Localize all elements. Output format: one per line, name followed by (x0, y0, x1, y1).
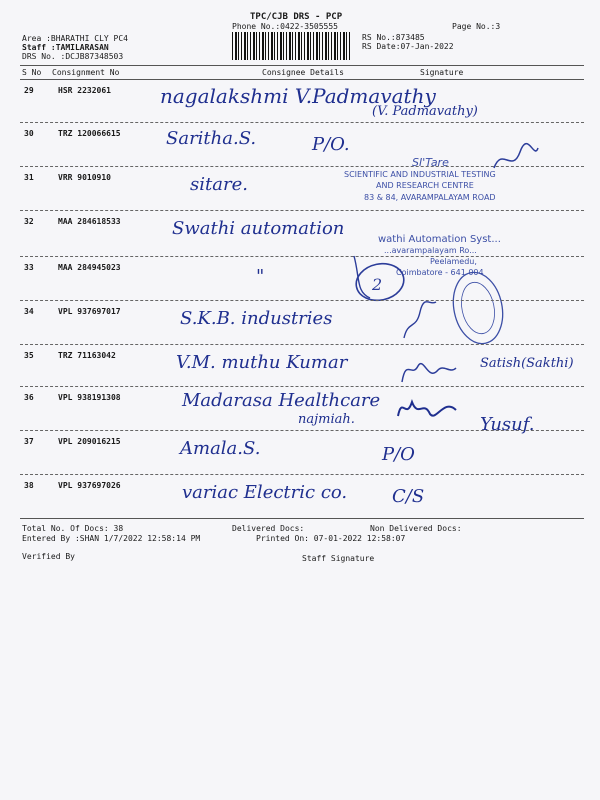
row-consignee: V.M. muthu Kumar (176, 352, 348, 373)
stamp-line: 83 & 84, AVARAMPALAYAM ROAD (364, 193, 496, 202)
staff-signature-label: Staff Signature (302, 554, 375, 563)
row-consignment: MAA 284618533 (58, 217, 121, 226)
row-consignee: S.K.B. industries (180, 308, 333, 329)
row-consignment: VPL 938191308 (58, 393, 121, 402)
page-number: Page No.:3 (452, 22, 501, 31)
total-docs: Total No. Of Docs: 38 (22, 524, 124, 533)
round-seal-icon (448, 268, 508, 348)
row-note: (V. Padmavathy) (372, 104, 478, 119)
row-consignment: TRZ 120066615 (58, 129, 121, 138)
header-rule-bottom (20, 79, 584, 80)
row-consignee: Saritha.S. (166, 128, 257, 149)
row-consignee: nagalakshmi V.Padmavathy (160, 84, 436, 108)
row-divider (20, 300, 584, 301)
row-consignee: variac Electric co. (182, 482, 348, 503)
entered-by: Entered By :SHAN 1/7/2022 12:58:14 PM (22, 534, 201, 543)
signature-scribble-icon (394, 392, 460, 426)
svg-text:2: 2 (372, 275, 383, 294)
row-divider (20, 210, 584, 211)
stamp-line: AND RESEARCH CENTRE (376, 181, 474, 190)
column-header-sno: S No (22, 68, 42, 77)
verified-by-label: Verified By (22, 552, 75, 561)
row-divider (20, 344, 584, 345)
row-signature: C/S (392, 486, 425, 507)
rs-date: RS Date:07-Jan-2022 (362, 42, 454, 51)
row-consignment: HSR 2232061 (58, 86, 111, 95)
row-divider (20, 430, 584, 431)
rs-number: RS No.:873485 (362, 33, 425, 42)
row-signature: Satish(Sakthi) (480, 356, 574, 371)
document-title: TPC/CJB DRS - PCP (250, 12, 343, 22)
row-signature: P/O. (312, 134, 350, 155)
row-sno: 29 (24, 86, 34, 95)
signature-scribble-icon (490, 140, 540, 180)
area-label: Area :BHARATHI CLY PC4 (22, 34, 128, 43)
table-bottom-rule (20, 518, 584, 519)
row-consignee: Amala.S. (180, 438, 261, 459)
stamp-company-name: SI'Tare (412, 156, 449, 169)
row-consignment: VPL 937697017 (58, 307, 121, 316)
stamp-company-name: wathi Automation Syst... (378, 234, 501, 245)
barcode-image (232, 32, 352, 60)
row-sno: 32 (24, 217, 34, 226)
row-sno: 35 (24, 351, 34, 360)
delivered-docs: Delivered Docs: (232, 524, 305, 533)
row-consignment: MAA 284945023 (58, 263, 121, 272)
row-consignment: VPL 209016215 (58, 437, 121, 446)
row-consignee: Madarasa Healthcare (182, 390, 381, 411)
stamp-line: ...avarampalayam Ro... (384, 246, 477, 255)
row-consignment: TRZ 71163042 (58, 351, 116, 360)
row-divider (20, 256, 584, 257)
row-consignee: sitare. (190, 174, 248, 195)
staff-label: Staff :TAMILARASAN (22, 43, 109, 52)
row-consignee: " (256, 266, 265, 287)
row-consignee: Swathi automation (172, 218, 345, 239)
row-sno: 30 (24, 129, 34, 138)
signature-scribble-icon (400, 300, 440, 344)
stamp-line: SCIENTIFIC AND INDUSTRIAL TESTING (344, 170, 496, 179)
drs-number: DRS No. :DCJB87348503 (22, 52, 124, 61)
column-header-consignment: Consignment No (52, 68, 120, 77)
column-header-consignee: Consignee Details (262, 68, 344, 77)
row-note: najmiah. (298, 412, 355, 427)
row-divider (20, 122, 584, 123)
row-consignment: VRR 9010910 (58, 173, 111, 182)
row-signature: P/O (382, 444, 415, 465)
column-header-signature: Signature (420, 68, 464, 77)
signature-scribble-icon (398, 352, 458, 388)
phone-number: Phone No.:0422-3505555 (232, 22, 338, 31)
stamp-line: Coimbatore - 641 004 (396, 268, 484, 277)
row-divider (20, 474, 584, 475)
row-consignment: VPL 937697026 (58, 481, 121, 490)
row-signature: Yusuf. (480, 414, 535, 435)
row-sno: 31 (24, 173, 34, 182)
printed-on: Printed On: 07-01-2022 12:58:07 (256, 534, 406, 543)
signature-loop-icon (346, 248, 416, 308)
row-divider (20, 386, 584, 387)
row-sno: 36 (24, 393, 34, 402)
row-sno: 37 (24, 437, 34, 446)
row-sno: 34 (24, 307, 34, 316)
row-sno: 38 (24, 481, 34, 490)
row-sno: 33 (24, 263, 34, 272)
non-delivered-docs: Non Delivered Docs: (370, 524, 462, 533)
stamp-line: Peelamedu, (430, 257, 477, 266)
header-rule-top (20, 65, 584, 66)
